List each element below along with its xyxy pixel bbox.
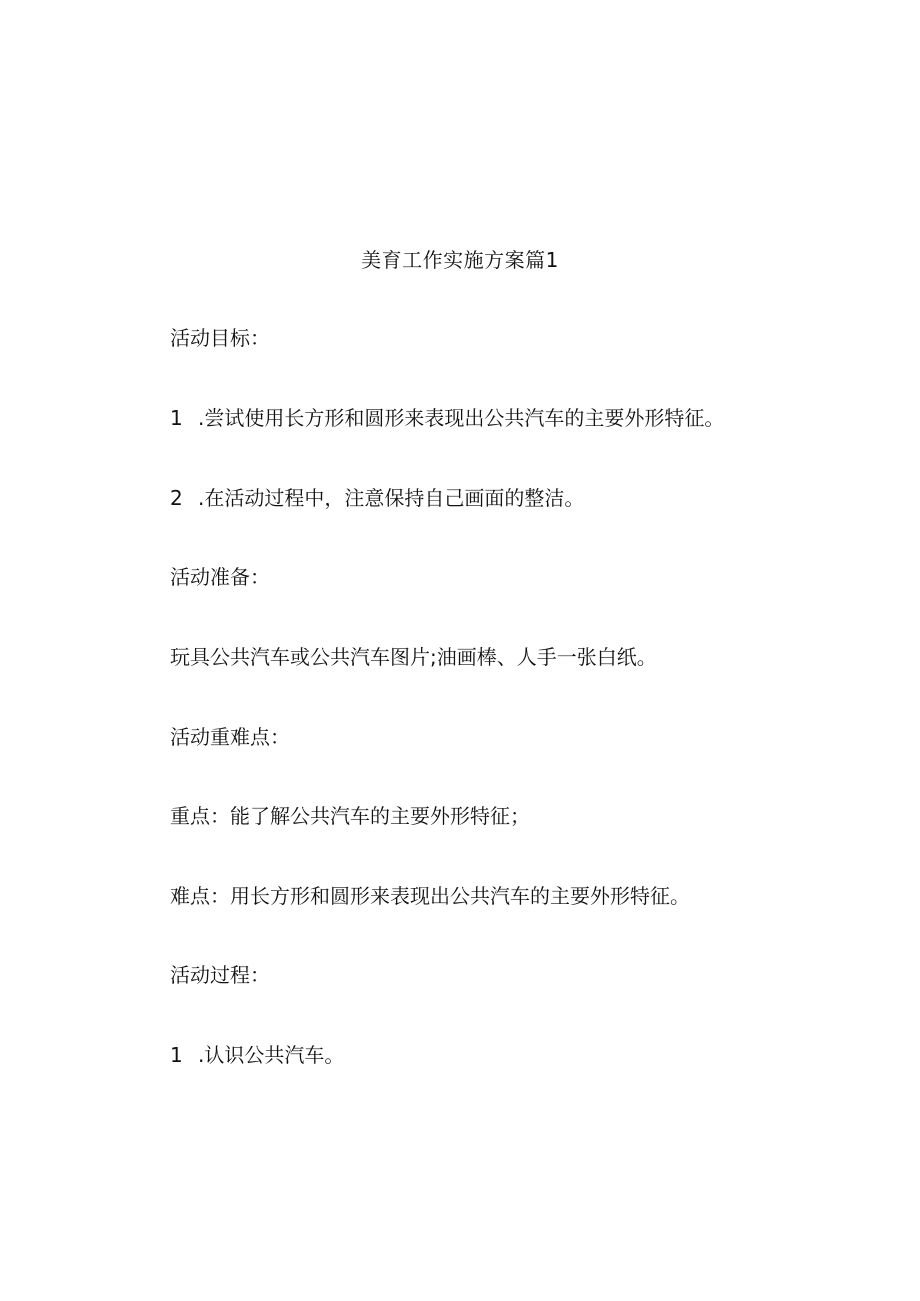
paragraph-text: 活动过程： [170, 963, 270, 987]
paragraph-text: 难点：用长方形和圆形来表现出公共汽车的主要外形特征。 [170, 884, 690, 908]
list-number: 1 [170, 406, 183, 430]
preparation-text [170, 642, 657, 672]
document-title: 美育工作实施方案篇1 [361, 248, 559, 272]
paragraph-text: .在活动过程中，注意保持自己画面的整洁。 [198, 486, 585, 510]
goal-item-2 [170, 483, 584, 513]
heading-key-difficult-points [170, 722, 290, 752]
paragraph-text: 活动重难点： [170, 725, 290, 749]
goal-item-1 [170, 403, 724, 433]
list-number: 2 [170, 486, 183, 510]
difficult-point-text [170, 881, 690, 911]
paragraph-text: 活动准备： [170, 565, 270, 589]
heading-activity-process [170, 960, 270, 990]
paragraph-text: 活动目标： [170, 326, 270, 350]
paragraph-text: 玩具公共汽车或公共汽车图片;油画棒、人手一张白纸。 [170, 645, 657, 669]
paragraph-text: 重点：能了解公共汽车的主要外形特征； [170, 804, 530, 828]
list-number: 1 [170, 1043, 183, 1067]
paragraph-text: .认识公共汽车。 [198, 1043, 345, 1067]
heading-activity-goals [170, 323, 270, 353]
process-item-1 [170, 1040, 344, 1070]
heading-activity-preparation [170, 562, 270, 592]
key-point-text [170, 801, 530, 831]
paragraph-text: .尝试使用长方形和圆形来表现出公共汽车的主要外形特征。 [198, 406, 725, 430]
